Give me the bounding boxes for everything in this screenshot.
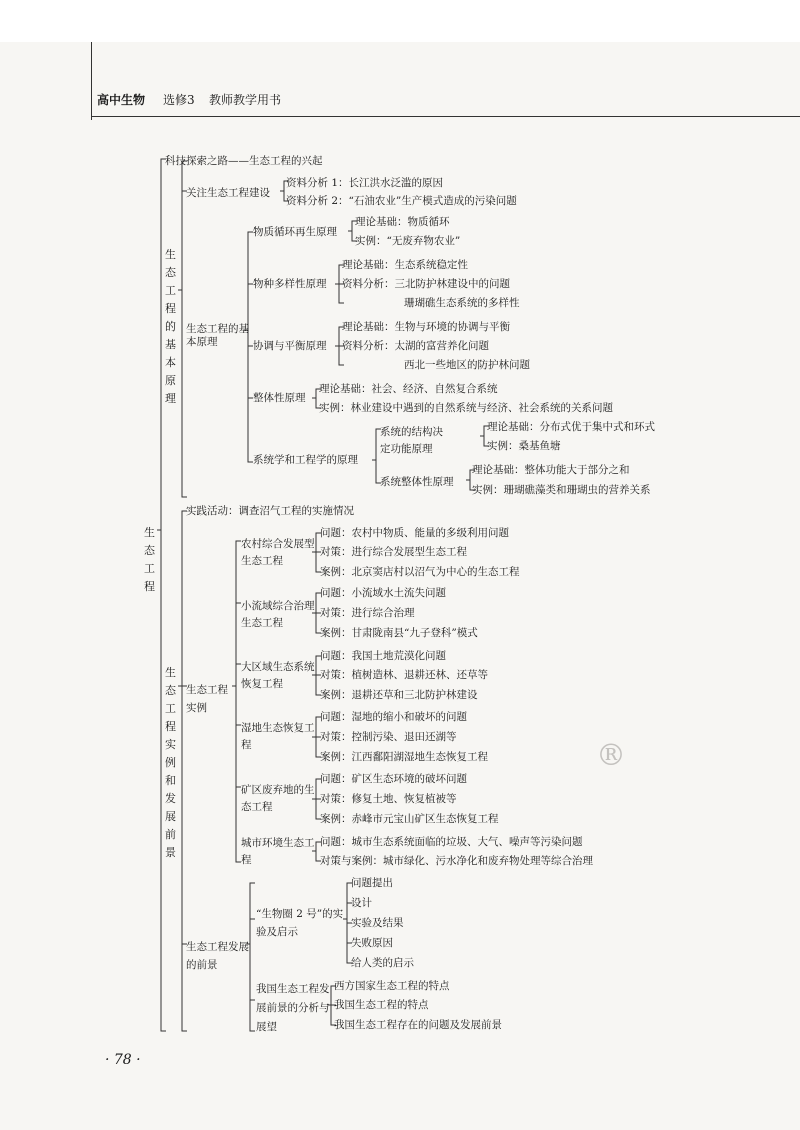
node-focus-construction: 关注生态工程建设 xyxy=(186,187,270,199)
intro-topic: 科技探索之路——生态工程的兴起 xyxy=(165,155,323,167)
leaf: 案例：赤峰市元宝山矿区生态恢复工程 xyxy=(320,813,499,825)
node-examples: 生态工程实例 xyxy=(186,684,228,714)
node-biosphere2: “生物圈 2 号”的实验及启示 xyxy=(256,908,344,938)
leaf: 实验及结果 xyxy=(351,917,404,929)
leaf: 案例：江西鄱阳湖湿地生态恢复工程 xyxy=(320,751,488,763)
leaf: 失败原因 xyxy=(351,937,393,949)
leaf: 理论基础：整体功能大于部分之和 xyxy=(472,464,630,476)
leaf: 实例：林业建设中遇到的自然系统与经济、社会系统的关系问题 xyxy=(319,402,613,414)
leaf: 对策：植树造林、退耕还林、还草等 xyxy=(320,669,488,681)
leaf: 理论基础：社会、经济、自然复合系统 xyxy=(319,383,498,395)
leaf: 资料分析：三北防护林建设中的问题 xyxy=(342,278,510,290)
practice-activity: 实践活动：调查沼气工程的实施情况 xyxy=(186,505,354,517)
node-material-cycle: 物质循环再生原理 xyxy=(253,226,337,238)
leaf: 设计 xyxy=(351,897,372,909)
leaf: 资料分析：太湖的富营养化问题 xyxy=(342,340,489,352)
leaf: 我国生态工程的特点 xyxy=(334,999,429,1011)
leaf: 问题：我国土地荒漠化问题 xyxy=(320,650,446,662)
leaf: 我国生态工程存在的问题及发展前景 xyxy=(334,1019,502,1031)
section-examples: 生态工程实例和发展前景 xyxy=(165,666,176,859)
leaf: 实例：“无废弃物农业” xyxy=(355,235,461,247)
node-systems-engineering: 系统学和工程学的原理 xyxy=(253,454,358,466)
node-large-region: 大区域生态系统恢复工程 xyxy=(241,661,315,690)
node-rural: 农村综合发展型生态工程 xyxy=(241,538,315,567)
leaf: 西方国家生态工程的特点 xyxy=(334,980,450,992)
node-mine: 矿区废弃地的生态工程 xyxy=(241,784,315,813)
section-principles: 生态工程的基本原理 xyxy=(165,248,176,405)
leaf: 资料分析 1：长江洪水泛滥的原因 xyxy=(286,177,444,189)
node-watershed: 小流域综合治理生态工程 xyxy=(241,600,315,629)
leaf: 给人类的启示 xyxy=(351,957,414,969)
leaf: 对策：控制污染、退田还湖等 xyxy=(320,731,457,743)
leaf: 资料分析 2：“石油农业”生产模式造成的污染问题 xyxy=(286,195,517,207)
leaf: 理论基础：生态系统稳定性 xyxy=(342,259,468,271)
node-system-wholeness: 系统整体性原理 xyxy=(380,476,454,488)
leaf: 实例：珊瑚礁藻类和珊瑚虫的营养关系 xyxy=(472,484,651,496)
page-number: · 78 · xyxy=(105,1052,141,1068)
node-basic-principles: 生态工程的基本原理 xyxy=(186,323,249,348)
header-book-type: 教师教学用书 xyxy=(209,93,282,107)
leaf: 案例：北京窦店村以沼气为中心的生态工程 xyxy=(320,566,520,578)
leaf: 西北一些地区的防护林问题 xyxy=(404,359,530,371)
node-wetland: 湿地生态恢复工程 xyxy=(241,722,315,751)
node-species-diversity: 物种多样性原理 xyxy=(253,278,327,290)
leaf: 问题：矿区生态环境的破坏问题 xyxy=(320,773,467,785)
leaf: 问题：农村中物质、能量的多级利用问题 xyxy=(320,527,509,539)
outline-root: 生态工程 xyxy=(144,526,155,593)
bracket xyxy=(232,541,241,862)
leaf: 珊瑚礁生态系统的多样性 xyxy=(404,297,520,309)
header-book-title: 高中生物 xyxy=(97,93,146,107)
node-coordination-balance: 协调与平衡原理 xyxy=(253,340,327,352)
leaf: 理论基础：生物与环境的协调与平衡 xyxy=(342,321,510,333)
leaf: 理论基础：分布式优于集中式和环式 xyxy=(487,421,655,433)
leaf: 问题：城市生态系统面临的垃圾、大气、噪声等污染问题 xyxy=(320,836,583,848)
leaf: 案例：退耕还草和三北防护林建设 xyxy=(320,689,478,701)
registered-mark: ® xyxy=(596,738,626,773)
leaf: 对策与案例：城市绿化、污水净化和废弃物处理等综合治理 xyxy=(320,855,593,867)
leaf: 对策：进行综合治理 xyxy=(320,607,415,619)
header-volume: 选修3 xyxy=(163,93,195,107)
node-urban: 城市环境生态工程 xyxy=(241,837,315,866)
leaf: 实例：桑基鱼塘 xyxy=(487,440,561,452)
leaf: 问题：小流域水土流失问题 xyxy=(320,587,446,599)
node-china-prospects: 我国生态工程发展前景的分析与展望 xyxy=(256,983,330,1033)
leaf: 对策：修复土地、恢复植被等 xyxy=(320,793,457,805)
node-wholeness: 整体性原理 xyxy=(253,392,306,404)
leaf: 理论基础：物质循环 xyxy=(355,216,450,228)
leaf: 问题：湿地的缩小和破坏的问题 xyxy=(320,711,467,723)
leaf: 问题提出 xyxy=(351,877,393,889)
node-prospects: 生态工程发展的前景 xyxy=(186,941,249,971)
leaf: 案例：甘肃陇南县“九子登科”模式 xyxy=(320,627,478,639)
node-structure-function: 系统的结构决定功能原理 xyxy=(380,426,443,455)
leaf: 对策：进行综合发展型生态工程 xyxy=(320,546,467,558)
